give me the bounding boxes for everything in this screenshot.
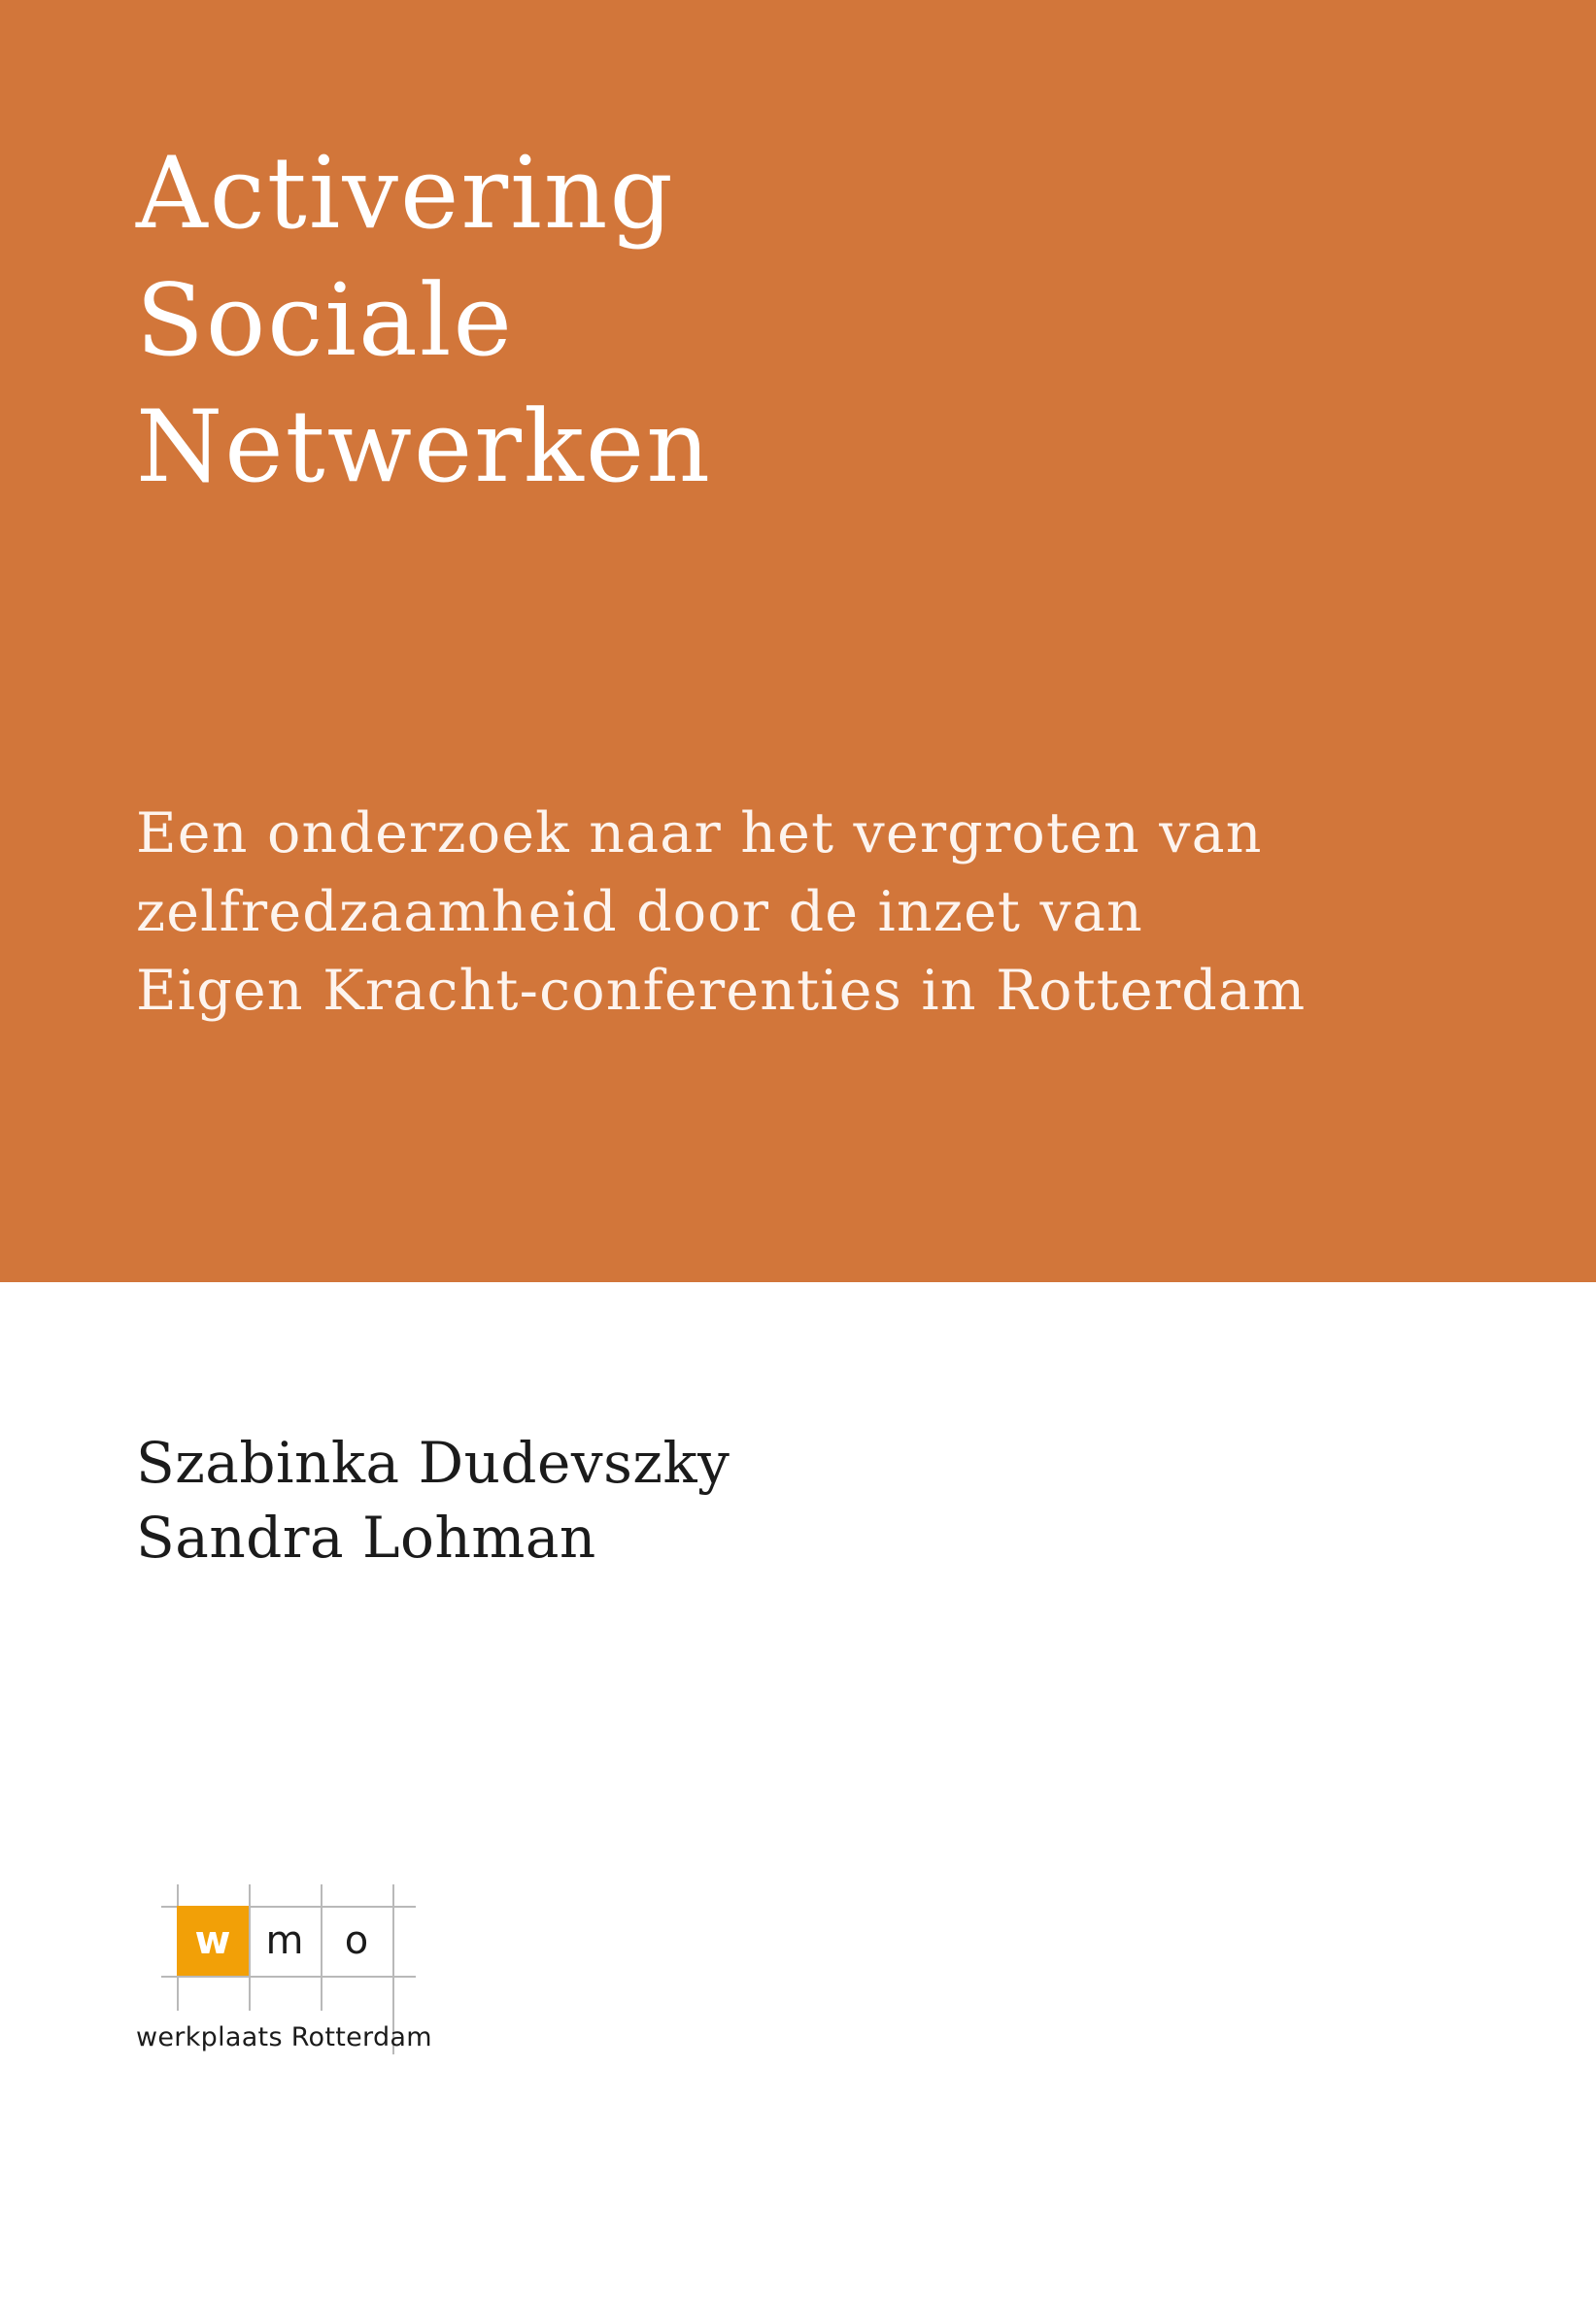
subtitle-line-3: Eigen Kracht-conferenties in Rotterdam (136, 958, 1307, 1023)
title-line-2: Sociale (136, 262, 514, 379)
author-name-2: Sandra Lohman (136, 1505, 596, 1572)
logo-letter-o: o (344, 1918, 369, 1963)
book-subtitle (136, 795, 1515, 1031)
wmo-logo (136, 1884, 457, 2059)
title-line-1: Activering (136, 136, 675, 252)
logo-rule-h2 (161, 1976, 416, 1978)
book-title (136, 131, 1496, 512)
wmo-logo-grid (161, 1884, 424, 2011)
logo-letter-m: m (265, 1918, 304, 1963)
logo-letter-w: w (177, 1906, 249, 1976)
subtitle-line-1: Een onderzoek naar het vergroten van (136, 801, 1263, 865)
author-name-1: Szabinka Dudevszky (136, 1430, 730, 1496)
title-line-3: Netwerken (136, 390, 712, 506)
logo-caption: werkplaats Rotterdam (136, 2022, 432, 2052)
subtitle-line-2: zelfredzaamheid door de inzet van (136, 879, 1143, 944)
author-list (136, 1426, 730, 1576)
